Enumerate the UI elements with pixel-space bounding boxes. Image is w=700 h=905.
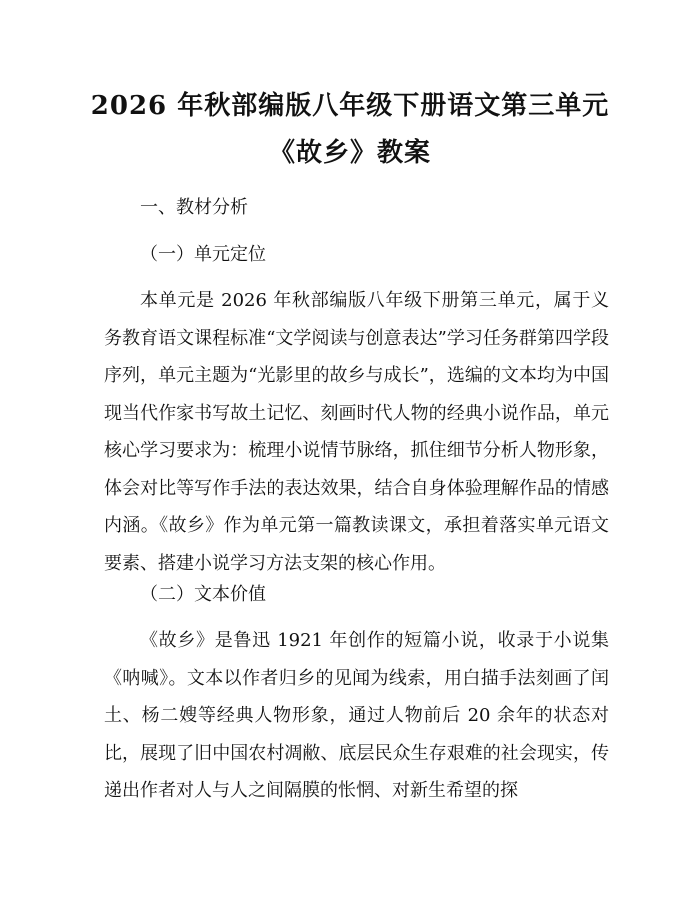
subsection-heading-unit-position: （一）单元定位 — [140, 244, 266, 265]
subsection-heading-text-value: （二）文本价值 — [140, 584, 266, 605]
paragraph-unit-position: 本单元是 2026 年秋部编版八年级下册第三单元，属于义务教育语文课程标准“文学阅读与创意表达”学习任务群第四学段序列，单元主题为“光影里的故乡与成长”，选编的文本均为中国现当代作家书写故土记忆、刻画时代人物的经典小说作品，单元核心学习要求为：梳理小说情节脉络，抓住细节分析人物形象，体会对比等写作手法的表达效果，结合自身体验理解作品的情感内涵。《故乡》作为单元第一篇教读课文，承担着落实单元语文要素、搭建小说学习方法支架的核心作用。 — [104, 290, 609, 574]
paragraph-text-value: 《故乡》是鲁迅 1921 年创作的短篇小说，收录于小说集《呐喊》。文本以作者归乡的见闻为线索，用白描手法刻画了闰土、杨二嫂等经典人物形象，通过人物前后 20 余年的状态对比，展现了旧中国农村凋敝、底层民众生存艰难的社会现实，传递出作者对人与人之间隔膜的怅惘、对新生希望的探 — [104, 630, 609, 801]
document-title-line-1: 2026 年秋部编版八年级下册语文第三单元 — [90, 91, 610, 121]
document-title-line-2: 《故乡》教案 — [268, 138, 431, 168]
section-heading-textbook-analysis: 一、教材分析 — [140, 197, 248, 218]
